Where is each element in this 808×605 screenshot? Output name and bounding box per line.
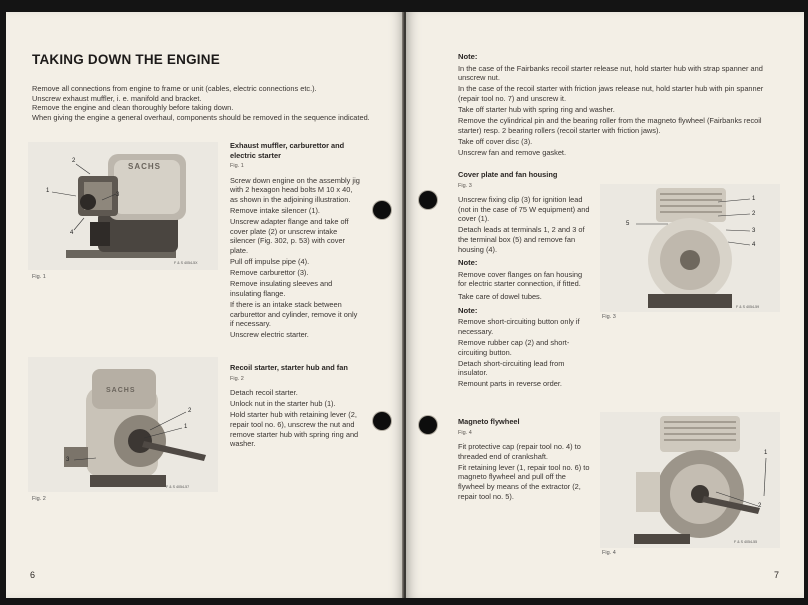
note-line: In the case of the recoil starter with friction jaws release nut, hold starter hub with pin spanner (repair tool no. 7) and unscrew it. <box>458 84 764 103</box>
fig1-callout: 4 <box>70 230 74 236</box>
section-cover-plate <box>458 170 590 390</box>
instruction: Pull off impulse pipe (4). <box>230 257 310 267</box>
fig2-label: Fig. 2 <box>32 496 46 502</box>
fig3-callout: 1 <box>752 196 756 202</box>
binder-hole <box>419 191 437 209</box>
note-line: Take off starter hub with spring ring and washer. <box>458 104 615 114</box>
note-line: Detach short-circuiting lead from insulator. <box>458 358 565 378</box>
section-heading: Magneto flywheel <box>458 417 520 426</box>
note-line: Remove cover flanges on fan housing for electric starter connection, if fitted. <box>458 269 583 289</box>
note-label: Note: <box>458 52 478 61</box>
note-label: Note: <box>458 258 478 268</box>
instruction: Detach leads at terminals 1, 2 and 3 of the terminal box (5) and remove fan housing (4). <box>458 225 585 254</box>
fig1-callout: 3 <box>116 192 120 198</box>
instruction: Remove carburettor (3). <box>230 268 309 278</box>
page-title: TAKING DOWN THE ENGINE <box>32 52 220 67</box>
fig1-label: Fig. 1 <box>32 274 46 280</box>
instruction: Fit retaining lever (1, repair tool no. 6) to magneto flywheel and pull off the flywheel by means of the extractor (2, repair tool no. 5). <box>458 462 590 501</box>
instruction: Take care of dowel tubes. <box>458 292 542 302</box>
fig3-leader-lines <box>632 196 754 252</box>
section-heading: Cover plate and fan housing <box>458 170 558 179</box>
engine-brand: SACHS <box>106 387 136 394</box>
fig4-label: Fig. 4 <box>602 550 616 556</box>
fig4-callout: 1 <box>764 450 768 456</box>
instruction: Hold starter hub with retaining lever (2, repair tool no. 6), unscrew the nut and remove starter hub with spring ring and washer. <box>230 410 359 449</box>
fig3-callout: 2 <box>752 211 756 217</box>
fig2-callout: 2 <box>188 408 192 414</box>
section-exhaust <box>230 141 362 341</box>
note-line: Remove rubber cap (2) and short-circuiting button. <box>458 337 570 357</box>
page-number: 7 <box>774 570 780 580</box>
section-heading: Exhaust muffler, carburettor and electric starter <box>230 141 345 160</box>
fig2-callout: 1 <box>184 424 188 430</box>
fig2-serial: F & S 4054-57 <box>166 485 190 489</box>
fig2-leader-lines <box>66 408 196 468</box>
right-page <box>406 12 804 598</box>
instruction: Unscrew fixing clip (3) for ignition lead (not in the case of 75 W equipment) and cover (1). <box>458 195 590 224</box>
note-line: Take off cover disc (3). <box>458 136 533 146</box>
fig3-callout: 4 <box>752 242 756 248</box>
fig4-callout: 2 <box>758 503 762 509</box>
intro-line: Remove the engine and clean thoroughly before taking down. <box>32 103 234 113</box>
instruction: Detach recoil starter. <box>230 388 298 398</box>
fig3-callout: 5 <box>626 221 630 227</box>
instruction: Screw down engine on the assembly jig with 2 hexagon head bolts M 10 x 40, as shown in the adjoining illustration. <box>230 175 360 204</box>
instruction: Remove insulating sleeves and insulating flange. <box>230 279 333 298</box>
section-magneto <box>458 417 590 503</box>
note-line: In the case of the Fairbanks recoil starter release nut, hold starter hub with strap spanner and unscrew nut. <box>458 63 763 83</box>
binder-hole <box>419 416 437 434</box>
fig1-leader-lines <box>46 160 126 240</box>
left-page <box>6 12 404 598</box>
instruction: Unlock nut in the starter hub (1). <box>230 399 336 409</box>
instruction: Fit protective cap (repair tool no. 4) to threaded end of crankshaft. <box>458 442 581 461</box>
fig1-serial: F & S 4054-5X <box>174 261 198 265</box>
page-number: 6 <box>30 570 36 580</box>
binder-hole <box>373 201 391 219</box>
note-line: Unscrew fan and remove gasket. <box>458 147 567 157</box>
instruction: Unscrew electric starter. <box>230 330 309 340</box>
intro-line: Unscrew exhaust muffler, i. e. manifold and bracket. <box>32 93 202 103</box>
fig4-leader-lines <box>706 452 770 510</box>
fig-ref: Fig. 1 <box>230 163 244 170</box>
instruction: If there is an intake stack between carburettor and cylinder, remove it only if necessary. <box>230 299 358 329</box>
fig-ref: Fig. 2 <box>230 375 244 382</box>
fig-ref: Fig. 4 <box>458 429 472 436</box>
fig1-callout: 2 <box>72 158 76 164</box>
section-recoil <box>230 363 362 450</box>
fig2-callout: 3 <box>66 457 70 463</box>
fig3-callout: 3 <box>752 228 756 234</box>
section-heading: Recoil starter, starter hub and fan <box>230 363 348 372</box>
fig-ref: Fig. 3 <box>458 182 472 189</box>
engine-brand: SACHS <box>128 162 162 171</box>
fig4-serial: F & S 4054-55 <box>734 540 758 544</box>
fig3-label: Fig. 3 <box>602 314 616 320</box>
note-line: Remove the cylindrical pin and the bearing roller from the magneto flywheel (Fairbanks recoil starter) resp. 2 bearing rollers (recoil starter with friction jaws). <box>458 116 762 135</box>
intro-line: When giving the engine a general overhaul, components should be removed in the sequence indicated. <box>32 112 370 122</box>
intro-text <box>32 84 380 122</box>
binder-hole <box>373 412 391 430</box>
note-recoil <box>458 52 784 159</box>
note-line: Remove short-circuiting button only if necessary. <box>458 317 580 336</box>
fig1-callout: 1 <box>46 188 50 194</box>
instruction: Remove intake silencer (1). <box>230 206 320 216</box>
instruction: Unscrew adapter flange and take off cover plate (2) or unscrew intake silencer (Fig. 302, p. 53) with cover plate. <box>230 217 349 255</box>
intro-line: Remove all connections from engine to frame or unit (cables, electric connections etc.). <box>32 84 317 93</box>
note-label: Note: <box>458 305 478 315</box>
note-line: Remount parts in reverse order. <box>458 379 562 389</box>
fig3-serial: F & S 4054-59 <box>736 305 760 309</box>
